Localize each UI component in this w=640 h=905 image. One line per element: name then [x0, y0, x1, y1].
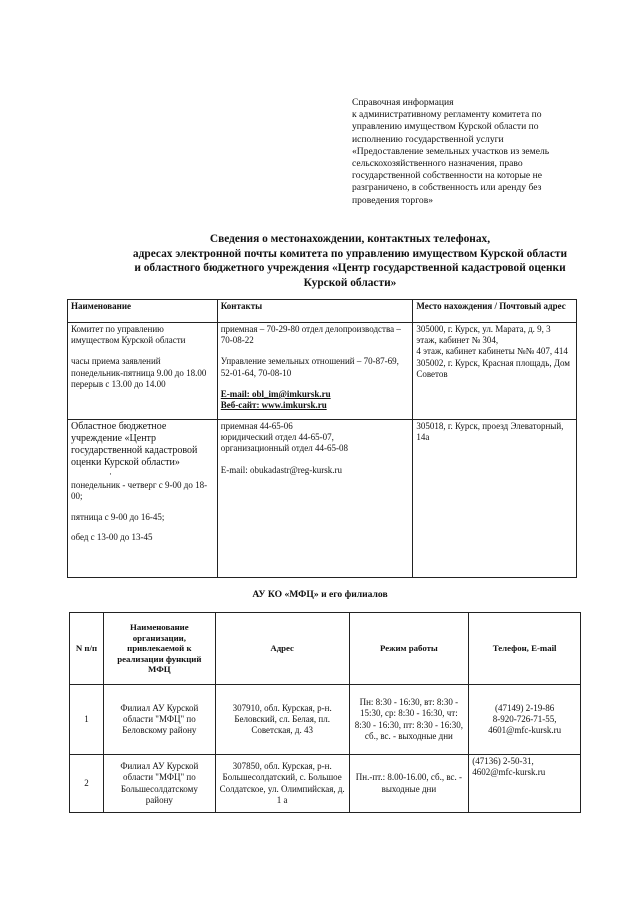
hours-label: часы приема заявлений [71, 356, 161, 367]
contact-text: юридический отдел 44-65-07, [220, 432, 334, 443]
address-text: 307910, обл. Курская, р-н. Беловский, сл. Белая, пл. Советская, д. 43 [215, 685, 349, 755]
row-number: 2 [70, 755, 104, 813]
row-number: 1 [70, 685, 104, 755]
reference-note-line: государственной собственности на которые не [352, 170, 542, 182]
reference-note-line: сельскохозяйственного назначения, право [352, 158, 523, 170]
contact-cell [469, 685, 581, 755]
break-text: обед с 13-00 до 13-45 [71, 531, 153, 542]
address-cell [413, 420, 577, 578]
title-line: Сведения о местонахождении, контактных телефонах, [209, 233, 491, 245]
column-header: Контакты [217, 300, 413, 323]
contacts-cell [217, 420, 413, 578]
email-text[interactable]: 4602@mfc-kursk.ru [472, 767, 546, 778]
contact-text: организационный отдел 44-65-08 [220, 443, 348, 454]
org-name: Комитет по управлению имуществом Курской области [71, 324, 186, 346]
email-link[interactable]: E-mail: obl_im@imkursk.ru [220, 388, 331, 399]
reference-note [352, 97, 592, 207]
reference-note-line: к административному регламенту комитета по [352, 109, 542, 121]
contact-text: приемная 44-65-06 [220, 421, 293, 431]
column-header: Наименование организации, привлекаемой к реализации функций МФЦ [103, 613, 215, 685]
contact-text: Управление земельных отношений – 70-87-69, 52-01-64, 70-08-10 [220, 356, 399, 378]
phone-text: (47149) 2-19-86 [494, 702, 555, 713]
reference-note-line: «Предоставление земельных участков из земель [352, 145, 550, 157]
hours-text: понедельник - четверг с 9-00 до 18-00; [71, 480, 208, 502]
phone-text: 8-920-726-71-55, [492, 713, 557, 724]
mfc-subtitle: АУ КО «МФЦ» и его филиалов [252, 589, 388, 600]
reference-note-line: проведения торгов» [352, 194, 434, 206]
table-header-row [70, 613, 581, 685]
address-text: 4 этаж, кабинет кабинеты №№ 407, 414 [416, 346, 568, 357]
column-header: N п/п [70, 613, 104, 685]
break-text: перерыв с 13.00 до 14.00 [71, 378, 166, 389]
table-row [70, 755, 581, 813]
bullet-mark: · [109, 469, 112, 479]
address-text: 305018, г. Курск, проезд Элеваторный, 14а [416, 421, 564, 443]
column-header: Телефон, E-mail [469, 613, 581, 685]
org-name: Областное бюджетное учреждение «Центр государственной кадастровой оценки Курской области» [71, 421, 198, 468]
column-header: Место нахождения / Почтовый адрес [413, 300, 577, 323]
contacts-table [67, 299, 577, 578]
contacts-cell [217, 323, 413, 420]
phone-text: (47136) 2-50-31, [472, 756, 534, 766]
table-row [68, 323, 577, 420]
document-title [60, 232, 640, 290]
org-name: Филиал АУ Курской области "МФЦ" по Большесолдатскому району [103, 755, 215, 813]
org-name: Филиал АУ Курской области "МФЦ" по Беловскому району [103, 685, 215, 755]
title-line: Курской области» [303, 276, 397, 289]
hours-text: понедельник-пятница 9.00 до 18.00 [71, 367, 207, 378]
column-header: Режим работы [349, 613, 469, 685]
website-link[interactable]: Веб-сайт: www.imkursk.ru [220, 400, 327, 411]
email-text[interactable]: 4601@mfc-kursk.ru [488, 725, 562, 736]
reference-note-line: разграничено, в собственность или аренду без [352, 182, 542, 194]
hours-text: Пн.-пт.: 8.00-16.00, сб., вс. - выходные дни [349, 755, 469, 813]
hours-text: пятница с 9-00 до 16-45; [71, 511, 165, 522]
title-line: и областного бюджетного учреждения «Центр государственной кадастровой оценки [134, 262, 566, 275]
title-line: адресах электронной почты комитета по управлению имуществом Курской области [132, 247, 568, 260]
address-text: 305000, г. Курск, ул. Марата, д. 9, 3 этаж, кабинет № 304, [416, 324, 551, 346]
table-row [68, 420, 577, 578]
reference-note-line: управлению имуществом Курской области по [352, 121, 539, 133]
table-header-row [68, 300, 577, 323]
hours-text: Пн: 8:30 - 16:30, вт: 8:30 - 15:30, ср: 8:30 - 16:30, чт: 8:30 - 16:30, пт: 8:30 - 16:30, сб., вс. - выходные дни [349, 685, 469, 755]
reference-note-line: исполнению государственной услуги [352, 133, 504, 145]
contact-cell [469, 755, 581, 813]
column-header: Наименование [68, 300, 218, 323]
email-text[interactable]: E-mail: obukadastr@reg-kursk.ru [220, 464, 342, 475]
contact-text: приемная – 70-29-80 отдел делопроизводства – 70-08-22 [220, 324, 401, 346]
address-cell [413, 323, 577, 420]
org-cell [68, 323, 218, 420]
mfc-table [69, 612, 581, 813]
column-header: Адрес [215, 613, 349, 685]
org-cell [68, 420, 218, 578]
address-text: 305002, г. Курск, Красная площадь, Дом Советов [416, 357, 570, 379]
address-text: 307850, обл. Курская, р-н. Большесолдатский, с. Большое Солдатское, ул. Олимпийская, д. 1 а [215, 755, 349, 813]
reference-note-line: Справочная информация [352, 97, 454, 108]
table-row [70, 685, 581, 755]
